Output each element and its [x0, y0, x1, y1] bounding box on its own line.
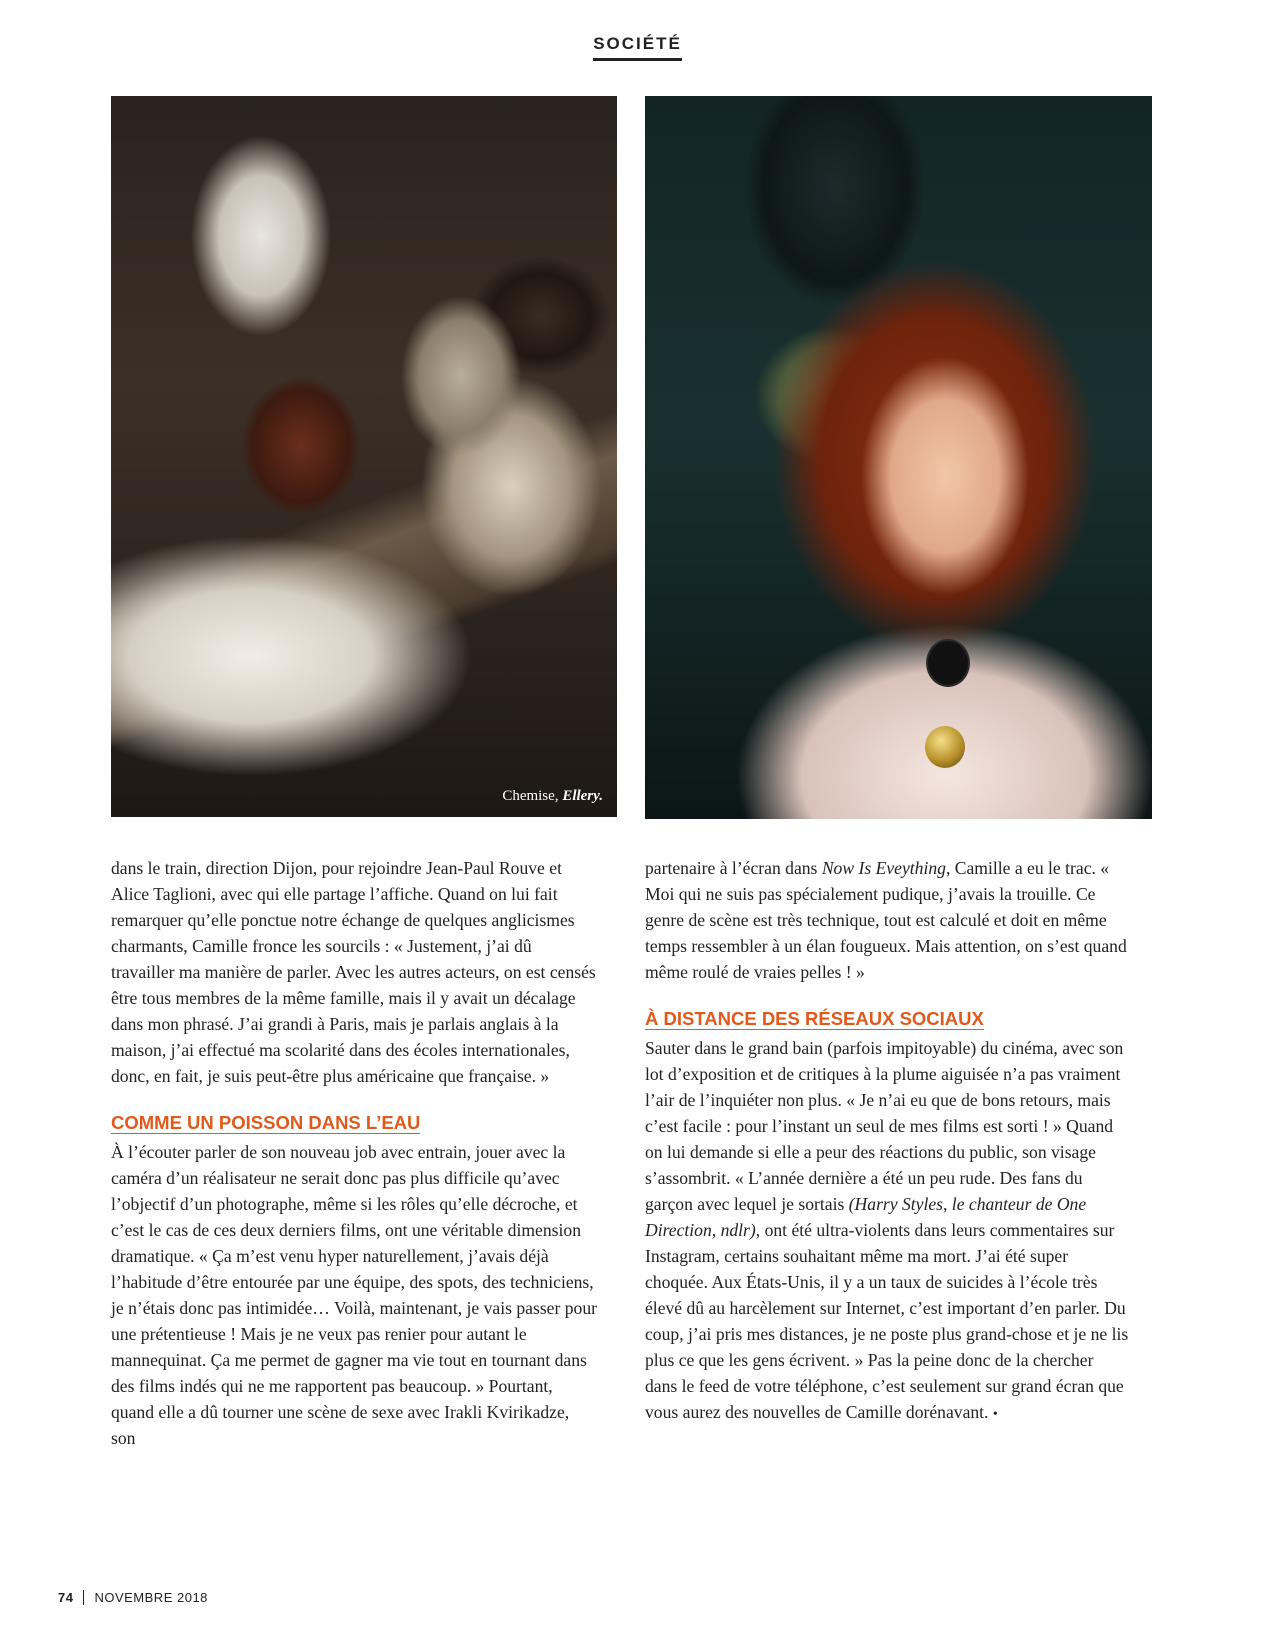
footer-divider: [83, 1590, 84, 1605]
subheading-text: À DISTANCE DES RÉSEAUX SOCIAUX: [645, 1008, 984, 1029]
page-footer: [58, 1590, 208, 1605]
paragraph: dans le train, direction Dijon, pour rejoindre Jean-Paul Rouve et Alice Taglioni, avec qui elle partage l’affiche. Quand on lui fait remarquer qu’elle ponctue notre échange de quelques anglicismes charmants, Camille fronce les sourcils : « Justement, j’ai dû travailler ma manière de parler. Avec les autres acteurs, on est censés être tous membres de la même famille, mais il y avait un décalage dans mon phrasé. J’ai grandi à Paris, mais je parlais anglais à la maison, j’ai effectué ma scolarité dans des écoles internationales, donc, en fait, je suis peut-être plus américaine que française. »: [111, 858, 596, 1086]
paragraph: À l’écouter parler de son nouveau job avec entrain, jouer avec la caméra d’un réalisateur ne serait donc pas plus difficile qu’avec l’objectif d’un photographe, même si les rôles qu’elle décroche, et c’est le cas de ces deux derniers films, ont une véritable dimension dramatique. « Ça m’est venu hyper naturellement, j’avais déjà l’habitude d’être entourée par une équipe, des spots, des techniciens, je n’étais donc pas intimidée… Voilà, maintenant, je vais passer pour une prétentieuse ! Mais je ne veux pas renier pour autant le mannequinat. Ça me permet de gagner ma vie tout en tournant dans des films indés qui ne me rapportent pas beaucoup. » Pourtant, quand elle a dû tourner une scène de sexe avec Irakli Kvirikadze, son: [111, 1142, 597, 1448]
caption-prefix: Chemise,: [502, 788, 563, 804]
paragraph: [645, 1035, 1130, 1428]
issue-date: NOVEMBRE 2018: [94, 1590, 208, 1605]
article-column-left: [111, 855, 597, 1451]
photo-right-portrait: [645, 96, 1152, 819]
subheading-text: COMME UN POISSON DANS L’EAU: [111, 1112, 421, 1133]
page-number: 74: [58, 1590, 74, 1605]
editor-note: (Harry Styles, le chanteur de One Direction, ndlr): [645, 1194, 1087, 1240]
end-mark: •: [992, 1407, 998, 1422]
shirt-button-dark: [928, 641, 968, 685]
film-title: Now Is Eveything: [821, 858, 946, 878]
caption-brand: Ellery.: [562, 788, 603, 804]
text-run: , ont été ultra-violents dans leurs commentaires sur Instagram, certains souhaitant même ma mort. J’ai été super choquée. Aux États-Unis, il y a un taux de suicides à l’école très élevé dû au harcèlement sur Internet, c’est important d’en parler. Du coup, j’ai pris mes distances, je ne poste plus grand-chose et je ne lis plus ce que les gens écrivent. » Pas la peine donc de la chercher dans le feed de votre téléphone, c’est seulement sur grand écran que vous aurez des nouvelles de Camille dorénavant.: [645, 1220, 1129, 1422]
photo-caption: [502, 788, 603, 805]
text-run: partenaire à l’écran dans: [645, 858, 822, 878]
text-run: Sauter dans le grand bain (parfois impitoyable) du cinéma, avec son lot d’exposition et de critiques à la plume aiguisée n’a pas vraiment l’air de l’inquiéter non plus. « Je n’ai eu que de bons retours, mais c’est facile : pour l’instant un seul de mes films est sorti ! » Quand on lui demande si elle a peur des réactions du public, son visage s’assombrit. « L’année dernière a été un peu rude. Des fans du garçon avec lequel je sortais: [645, 1038, 1124, 1214]
shirt-button-gold: [925, 726, 965, 768]
article-column-right: [645, 855, 1130, 1428]
subheading: [111, 1111, 597, 1135]
section-rubric: [0, 34, 1275, 61]
subheading: [645, 1007, 1130, 1031]
paragraph: [645, 855, 1130, 985]
text-run: , Camille a eu le trac. « Moi qui ne suis pas spécialement pudique, j’avais la trouille. Ce genre de scène est très technique, tout est calculé et doit en même temps ressembler à un élan fougueux. Mais attention, on s’est quand même roulé de vraies pelles ! »: [645, 858, 1127, 982]
photo-left-statues: [111, 96, 617, 817]
section-title: SOCIÉTÉ: [593, 34, 682, 61]
